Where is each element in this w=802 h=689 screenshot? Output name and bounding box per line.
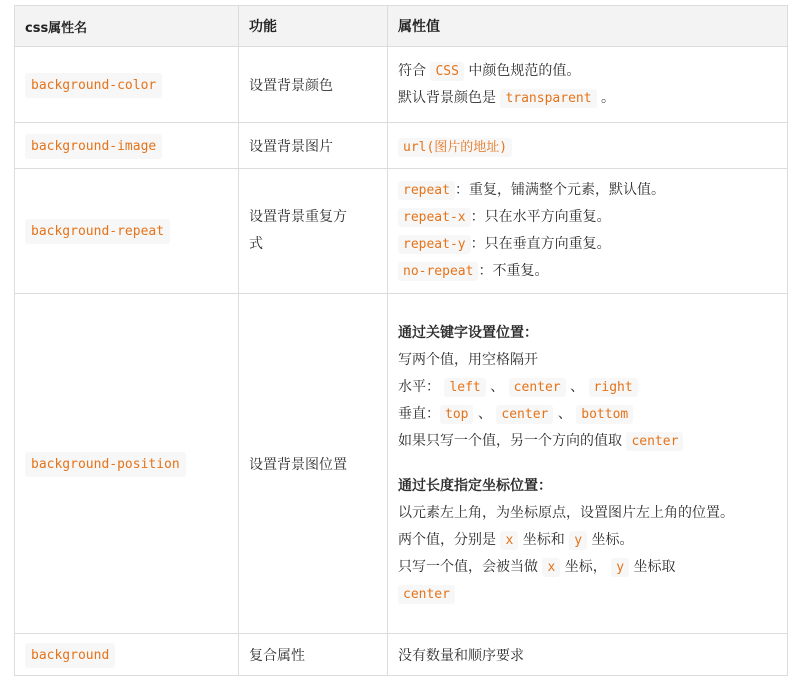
value-cell (388, 123, 788, 169)
value-code: top (440, 405, 473, 424)
value-code: y (611, 558, 629, 577)
table-row-background-color (15, 47, 788, 123)
length-title: 通过长度指定坐标位置： (398, 477, 552, 494)
property-cell (15, 294, 239, 634)
value-cell (388, 169, 788, 294)
value-code: y (569, 531, 587, 550)
function-cell: 复合属性 (239, 634, 388, 676)
value-cell: 没有数量和顺序要求 (388, 634, 788, 676)
value-text: ：不重复。 (478, 263, 549, 279)
value-text: 中颜色规范的值。 (468, 62, 581, 79)
header-property: css属性名 (15, 6, 239, 47)
value-text: 符合 (398, 62, 426, 79)
value-code: center (398, 585, 455, 604)
property-cell (15, 47, 239, 123)
value-text: 水平： (398, 378, 440, 395)
value-line: 写两个值，用空格隔开 (398, 351, 538, 368)
value-text: 坐标和 (522, 531, 565, 548)
value-text: ：只在水平方向重复。 (470, 209, 611, 225)
value-text: ：重复，铺满整个元素，默认值。 (454, 182, 665, 198)
value-code: CSS (430, 62, 463, 81)
value-code: url(图片的地址) (398, 138, 512, 157)
table-row-background-image (15, 123, 788, 169)
table-row-background (15, 634, 788, 676)
function-cell (239, 169, 388, 294)
value-text: 垂直： (398, 405, 440, 422)
value-line (398, 258, 777, 285)
function-text: 式 (249, 236, 263, 252)
property-name: background-position (25, 452, 186, 477)
value-line (398, 428, 777, 455)
keyword-title: 通过关键字设置位置： (398, 324, 538, 341)
value-cell (388, 47, 788, 123)
property-name: background (25, 643, 115, 668)
header-value: 属性值 (388, 6, 788, 47)
value-line (398, 527, 777, 554)
property-name: background-image (25, 134, 162, 159)
value-text: 坐标， (564, 558, 607, 575)
separator: 、 (490, 378, 505, 395)
value-line (398, 204, 777, 231)
value-cell (388, 294, 788, 634)
value-code: center (496, 405, 553, 424)
value-code: x (542, 558, 560, 577)
value-text: 。 (601, 89, 615, 106)
header-function: 功能 (239, 6, 388, 47)
value-text: 坐标。 (591, 531, 634, 548)
value-code: repeat (398, 181, 455, 200)
separator: 、 (477, 405, 492, 422)
function-text: 设置背景重复方 (249, 209, 347, 225)
value-text: 坐标取 (633, 558, 676, 575)
table-row-background-position (15, 294, 788, 634)
property-cell (15, 123, 239, 169)
value-text: 如果只写一个值，另一个方向的值取 (398, 432, 622, 449)
property-name: background-color (25, 73, 162, 98)
property-cell (15, 634, 239, 676)
property-name: background-repeat (25, 219, 170, 244)
header-row (15, 6, 788, 47)
value-line (398, 177, 777, 204)
spacer (398, 455, 777, 473)
vertical-line (398, 401, 777, 428)
value-line (398, 85, 777, 112)
value-line (398, 554, 777, 581)
value-code: x (500, 531, 518, 550)
value-line (398, 581, 777, 608)
value-line: 以元素左上角，为坐标原点，设置图片左上角的位置。 (398, 504, 734, 521)
separator: 、 (557, 405, 572, 422)
value-text: 只写一个值，会被当做 (398, 558, 538, 575)
table-row-background-repeat (15, 169, 788, 294)
value-text: 两个值，分别是 (398, 531, 496, 548)
value-code: repeat-x (398, 208, 471, 227)
value-line (398, 231, 777, 258)
function-cell: 设置背景颜色 (239, 47, 388, 123)
value-code: transparent (500, 89, 596, 108)
value-code: bottom (576, 405, 633, 424)
css-background-properties-table (14, 5, 788, 676)
value-text: 默认背景颜色是 (398, 89, 496, 106)
value-line (398, 58, 777, 85)
value-code: right (589, 378, 638, 397)
value-code: center (509, 378, 566, 397)
horizontal-line (398, 374, 777, 401)
separator: 、 (570, 378, 585, 395)
value-code: no-repeat (398, 262, 478, 281)
value-text: ：只在垂直方向重复。 (470, 236, 611, 252)
value-code: center (626, 432, 683, 451)
value-code: repeat-y (398, 235, 471, 254)
property-cell (15, 169, 239, 294)
value-code: left (444, 378, 485, 397)
function-cell: 设置背景图位置 (239, 294, 388, 634)
function-cell: 设置背景图片 (239, 123, 388, 169)
